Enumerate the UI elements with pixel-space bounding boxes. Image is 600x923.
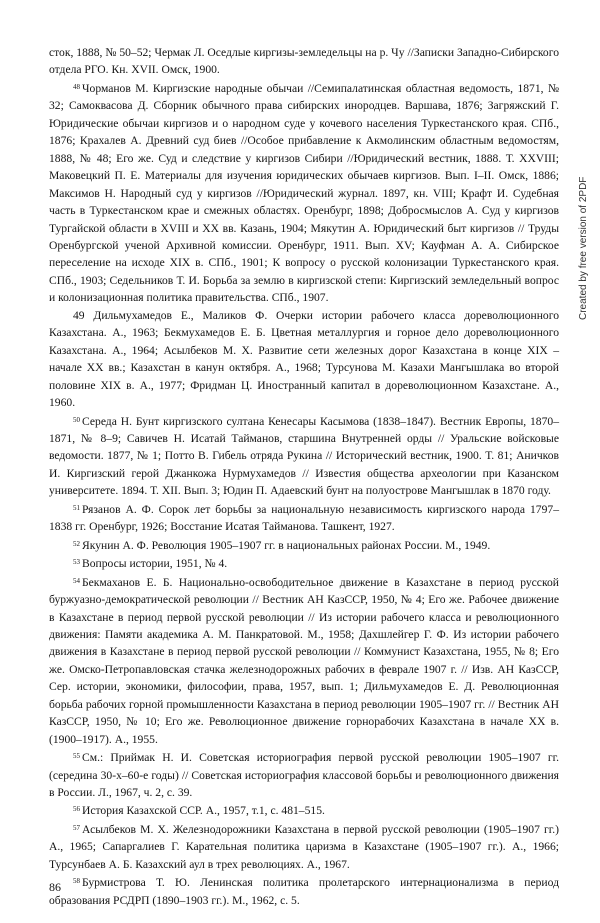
footnote-continuation bbox=[49, 44, 559, 79]
footnote-text: Середа Н. Бунт киргизского султана Кенесары Касымова (1838–1847). Вестник Европы, 1870–1871, № 8–9; Савичев Н. Исатай Тайманов, старшина Внутренней орды // Уральские войсковые ведомости. 1877, № 1; Потто В. Гибель отряда Рукина // Исторический вестник, 1900. Т. 81; Аничков И. Киргизский герой Джанкожа Нурмухамедов // Известия общества археологии при Казанском университете. 1894. Т. XII. Вып. 3; Юдин П. Адаевский бунт на полуострове Мангышлак в 1870 году. bbox=[49, 414, 559, 498]
footnote-number: 56 bbox=[73, 805, 80, 814]
footnote-text: Чорманов М. Киргизские народные обычаи //Семипалатинская областная ведомость, 1871, № 32; Самоквасова Д. Сборник обычного права сибирских инородцев. Варшава, 1876; Загряжский Г. Юридические обычаи киргизов и о народном суде у кочевого населения Туркестанского края. СПб., 1876; Крахалев А. Древний суд биев //Особое прибавление к Акмолинским областным ведомостям, 1888, № 48; Его же. Суд и следствие у киргизов Сибири //Юридический вестник, 1888. Т. XXVIII; Маковецкий П. Е. Материалы для изучения юридических обычаев киргизов. Вып. I–II. Омск, 1886; Максимов Н. Народный суд у киргизов //Юридический журнал. 1897, кн. VIII; Крафт И. Судебная часть в Туркестанском крае и смежных областях. Оренбург, 1898; Добросмыслов А. Суд у киргизов Тургайской области в XVIII и XX вв. Казань, 1904; Мякутин А. Юридический быт киргизов // Труды Оренбургской ученой Архивной комиссии. Оренбург, 1911. Вып. XV; Кауфман А. А. Сибирское переселение на исходе XIX в. СПб., 1901; К вопросу о русской колонизации Туркестанского края. СПб., 1903; Седельников Т. И. Борьба за землю в киргизской степи: Киргизский земледельный вопрос и колонизационная политика правительства. СПб., 1907. bbox=[49, 81, 559, 305]
footnote-text: Рязанов А. Ф. Сорок лет борьбы за национальную независимость киргизского народа 1797–1838 гг. Оренбург, 1926; Восстание Исатая Тайманова. Ташкент, 1927. bbox=[49, 502, 559, 534]
footnote-text: сток, 1888, № 50–52; Чермак Л. Оседлые киргизы-земледельцы на р. Чу //Записки Западно-Сибирского отдела РГО. Кн. XVII. Омск, 1900. bbox=[49, 46, 559, 77]
footnote-58 bbox=[49, 873, 559, 909]
footnote-text: Якунин А. Ф. Революция 1905–1907 гг. в национальных районах России. М., 1949. bbox=[82, 538, 491, 552]
footnote-text: Бекмаханов Е. Б. Национально-освободительное движение в Казахстане в период русской буржуазно-демократической революции // Вестник АН КазССР, 1950, № 4; Его же. Рабочее движение в Казахстане в период первой русской революции // Из истории рабочего класса и революционного движения: Памяти академика А. М. Панкратовой. М., 1958; Дахшлейгер Г. Ф. Из истории рабочего движения в Казахстане в период первой русской революции // Коммунист Казахстана, 1955, № 8; Его же. Омско-Петропавловская стачка железнодорожных рабочих в феврале 1907 г. // Изв. АН КазССР, Сер. истории, экономики, философии, права, 1957, вып. 1; Дильмухамедов Е. Д. Революционная борьба рабочих горной промышленности Казахстана в период революции 1905–1907 гг. // Вестник АН КазССР, 1950, № 10; Его же. Революционное движение горнорабочих Казахстана в начале XX в. (1900–1917). А., 1955. bbox=[49, 575, 559, 746]
footnote-text: Бурмистрова Т. Ю. Ленинская политика пролетарского интернационализма в период образования РСДРП (1890–1903 гг.). М., 1962, с. 5. bbox=[49, 876, 559, 907]
footnote-text: Вопросы истории, 1951, № 4. bbox=[82, 557, 228, 571]
footnote-number: 54 bbox=[73, 576, 80, 585]
footnote-number: 48 bbox=[73, 82, 80, 91]
footnote-48 bbox=[49, 79, 559, 307]
footnote-56 bbox=[49, 801, 559, 819]
footnotes-block bbox=[49, 44, 559, 909]
footnote-text: История Казахской ССР. А., 1957, т.1, с. 481–515. bbox=[82, 804, 325, 818]
watermark-text: Created by free version of 2PDF bbox=[578, 176, 589, 320]
footnote-51 bbox=[49, 500, 559, 536]
footnote-number: 49 bbox=[73, 308, 85, 322]
footnote-52 bbox=[49, 536, 559, 554]
footnote-number: 51 bbox=[73, 503, 80, 512]
footnote-54 bbox=[49, 573, 559, 749]
footnote-number: 53 bbox=[73, 558, 80, 567]
footnote-49 bbox=[49, 307, 559, 412]
footnote-number: 57 bbox=[73, 823, 80, 832]
footnote-55 bbox=[49, 748, 559, 801]
footnote-number: 58 bbox=[73, 877, 80, 886]
footnote-number: 50 bbox=[73, 415, 80, 424]
footnote-number: 55 bbox=[73, 752, 80, 761]
footnote-57 bbox=[49, 820, 559, 873]
footnote-text: См.: Приймак Н. И. Советская историография первой русской революции 1905–1907 гг. (середина 30-х–60-е годы) // Советская историография классовой борьбы и революционного движения в России. Л., 1967, ч. 2, с. 39. bbox=[49, 751, 559, 800]
footnote-53 bbox=[49, 554, 559, 572]
footnote-50 bbox=[49, 412, 559, 500]
footnote-text: Асылбеков М. Х. Железнодорожники Казахстана в первой русской революции (1905–1907 гг.) А., 1965; Сапаргалиев Г. Карательная политика царизма в Казахстане (1905–1907 гг.). А., 1966; Турсунбаев А. Б. Казахский аул в трех революциях. А., 1967. bbox=[49, 822, 559, 871]
page-number: 86 bbox=[49, 880, 61, 894]
footnote-text: Дильмухамедов Е., Маликов Ф. Очерки истории рабочего класса дореволюционного Казахстана. А., 1963; Бекмухамедов Е. Б. Цветная металлургия и горное дело дореволюционного Казахстана. А., 1964; Асылбеков М. Х. Развитие сети железных дорог Казахстана в конце XIX – начале XX вв.; Казахстан в канун октября. А., 1968; Турсунова М. Казахи Мангышлака во второй половине XIX в. А., 1977; Фридман Ц. Иностранный капитал в дореволюционном Казахстане. А., 1960. bbox=[49, 308, 559, 410]
footnote-number: 52 bbox=[73, 539, 80, 548]
